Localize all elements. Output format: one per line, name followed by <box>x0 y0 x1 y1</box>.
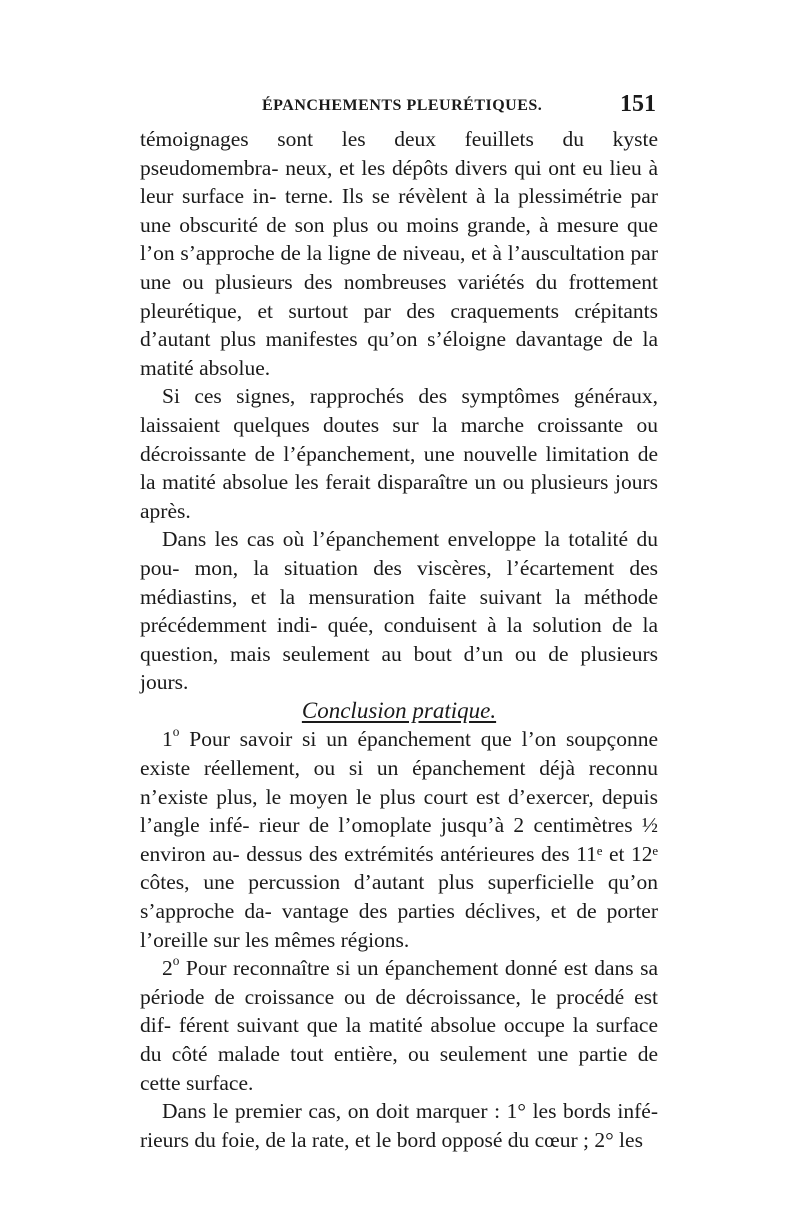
paragraph-final <box>140 1097 658 1154</box>
text-line: férent suivant que la matité absolue occupe la surface du <box>140 1013 658 1066</box>
text-line: existe réellement, ou si un épanchement déjà reconnu n’existe <box>140 756 658 809</box>
page-number: 151 <box>620 91 656 117</box>
text-line: percussion d’autant plus superficielle qu’on s’approche da- <box>140 870 658 924</box>
text-line: témoignages sont les deux feuillets du kyste pseudomembra- <box>140 127 658 180</box>
text-line: côté malade tout entière, ou seulement une partie de cette <box>140 1042 658 1095</box>
numbered-paragraph-1 <box>140 725 658 954</box>
item-number: 2 <box>162 956 173 981</box>
text-line: rieurs du foie, de la rate, et le bord opposé du cœur ; 2° les <box>140 1127 643 1152</box>
text-line: au bout d’un ou de plusieurs jours. <box>140 641 658 695</box>
ordinal-mark: o <box>172 953 180 969</box>
text-line: quelques doutes sur la marche croissante ou décroissante de <box>140 412 658 466</box>
text-line: période de croissance ou de décroissance, le procédé est dif- <box>140 984 658 1038</box>
page-header <box>140 93 658 123</box>
text-line: quée, conduisent à la solution de la question, mais seulement <box>140 613 659 666</box>
text-line: plus, le moyen le plus court est d’exercer, depuis l’angle infé- <box>140 784 658 838</box>
text-line: neux, et les dépôts divers qui ont eu lieu à leur surface in- <box>140 155 659 209</box>
numbered-paragraph-2 <box>140 954 658 1097</box>
text-line: vantage des parties déclives, et de porter l’oreille sur les <box>140 899 658 952</box>
text-line: terne. Ils se révèlent à la plessimétrie par une obscurité de <box>140 184 659 237</box>
text-line: Si ces signes, rapprochés des symptômes généraux, laissaient <box>140 384 658 437</box>
text-line: par des craquements crépitants d’autant plus manifestes qu’on <box>140 298 658 352</box>
text-line: rieur de l’omoplate jusqu’à 2 centimètres ½ environ au- <box>140 813 659 866</box>
paragraph-3 <box>140 525 658 697</box>
text-line: son plus ou moins grande, à mesure que l’on s’approche de la <box>140 212 658 266</box>
text-line: dessus des extrémités antérieures des 11ᵉ et 12ᵉ côtes, une <box>140 841 659 895</box>
section-heading: Conclusion pratique. <box>301 697 497 723</box>
running-title: ÉPANCHEMENTS PLEURÉTIQUES. <box>262 97 543 114</box>
text-line: mon, la situation des viscères, l’écartement des médiastins, et <box>140 555 658 609</box>
text-line: surface. <box>185 1070 254 1095</box>
ordinal-mark: o <box>172 724 180 740</box>
text-line: nombreuses variétés du frottement pleurétique, et surtout <box>140 269 658 323</box>
paragraph-1 <box>140 125 658 382</box>
text-line: Pour reconnaître si un épanchement donné est dans sa <box>185 956 658 981</box>
text-line: les ferait disparaître un ou plusieurs jours après. <box>140 470 658 523</box>
body-text <box>140 125 658 1154</box>
item-number: 1 <box>162 727 173 752</box>
text-line: la mensuration faite suivant la méthode précédemment indi- <box>140 584 658 638</box>
text-line: Dans le premier cas, on doit marquer : 1° les bords infé- <box>162 1099 658 1124</box>
text-line: Dans les cas où l’épanchement enveloppe la totalité du pou- <box>140 527 658 580</box>
text-line: Pour savoir si un épanchement que l’on soupçonne <box>189 727 659 752</box>
text-line: l’épanchement, une nouvelle limitation de la matité absolue <box>140 441 658 495</box>
text-line: mêmes régions. <box>274 927 410 952</box>
text-line: s’éloigne davantage de la matité absolue. <box>140 327 659 380</box>
paragraph-2 <box>140 382 658 525</box>
text-line: ligne de niveau, et à l’auscultation par une ou plusieurs des <box>140 241 658 294</box>
